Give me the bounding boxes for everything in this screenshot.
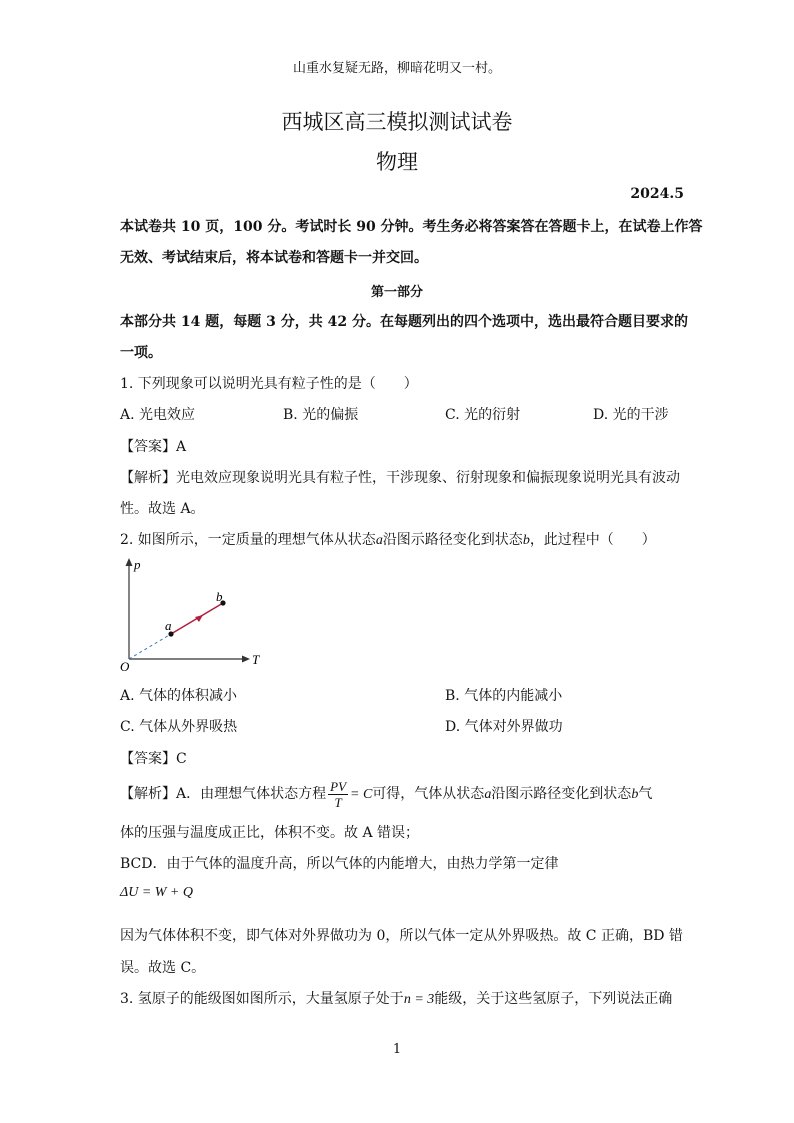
q2-option-d: D. 气体对外界做功 — [445, 719, 563, 735]
exam-date: 2024.5 — [630, 186, 684, 202]
q2-analysis-a: 【解析】A．由理想气体状态方程 $\frac{PV}{T}$ = C可得，气体从状态a沿图示路径变化到状态b气 — [120, 778, 653, 810]
q2-answer: 【答案】C — [120, 751, 187, 767]
q2-conclusion-1: 因为气体体积不变，即气体对外界做功为 0，所以气体一定从外界吸热。故 C 正确，BD 错 — [120, 928, 683, 944]
intro-line-2: 无效、考试结束后，将本试卷和答题卡一并交回。 — [120, 250, 428, 266]
axis-label-t: T — [252, 652, 260, 667]
q2-analysis-a-2: 体的压强与温度成正比，体积不变。故 A 错误； — [120, 825, 420, 841]
q1-analysis-1: 【解析】光电效应现象说明光具有粒子性，干涉现象、衍射现象和偏振现象说明光具有波动 — [120, 470, 680, 486]
q2-option-c: C. 气体从外界吸热 — [120, 719, 238, 735]
part-desc-1: 本部分共 14 题，每题 3 分，共 42 分。在每题列出的四个选项中，选出最符合题目要求的 — [120, 314, 688, 330]
part-heading: 第一部分 — [370, 285, 423, 300]
p-t-graph — [115, 555, 275, 675]
axis-label-p: p — [134, 557, 141, 572]
page-title: 西城区高三模拟测试试卷 — [281, 110, 513, 134]
pv-over-t-fraction: $\frac{PV}{T}$ — [330, 778, 347, 810]
q1-stem: 1. 下列现象可以说明光具有粒子性的是（ ） — [120, 376, 418, 392]
q1-option-d: D. 光的干涉 — [593, 407, 669, 423]
q3-stem: 3. 氢原子的能级图如图所示，大量氢原子处于n = 3能级，关于这些氢原子，下列说法正确 — [120, 991, 673, 1007]
subject-title: 物理 — [376, 150, 418, 174]
q1-answer: 【答案】A — [120, 439, 187, 455]
point-b-label: b — [216, 589, 223, 604]
first-law-formula: ΔU = W + Q — [120, 885, 193, 900]
q2-option-a: A. 气体的体积减小 — [120, 688, 238, 704]
q1-option-c: C. 光的衍射 — [445, 407, 521, 423]
q2-option-b: B. 气体的内能减小 — [445, 688, 563, 704]
intro-line-1: 本试卷共 10 页，100 分。考试时长 90 分钟。考生务必将答案答在答题卡上，在试卷上作答 — [120, 219, 703, 235]
header-motto: 山重水复疑无路，柳暗花明又一村。 — [292, 61, 501, 76]
origin-label: O — [120, 659, 130, 674]
q2-stem: 2. 如图所示，一定质量的理想气体从状态a沿图示路径变化到状态b，此过程中（ ） — [120, 532, 656, 548]
page-number: 1 — [392, 1042, 402, 1057]
q1-analysis-2: 性。故选 A。 — [120, 501, 205, 517]
q1-option-b: B. 光的偏振 — [283, 407, 359, 423]
q2-conclusion-2: 误。故选 C。 — [120, 960, 206, 976]
q2-analysis-bcd: BCD．由于气体的温度升高，所以气体的内能增大，由热力学第一定律 — [120, 856, 559, 872]
part-desc-2: 一项。 — [120, 345, 162, 361]
q1-option-a: A. 光电效应 — [120, 407, 196, 423]
point-a-label: a — [165, 618, 172, 633]
